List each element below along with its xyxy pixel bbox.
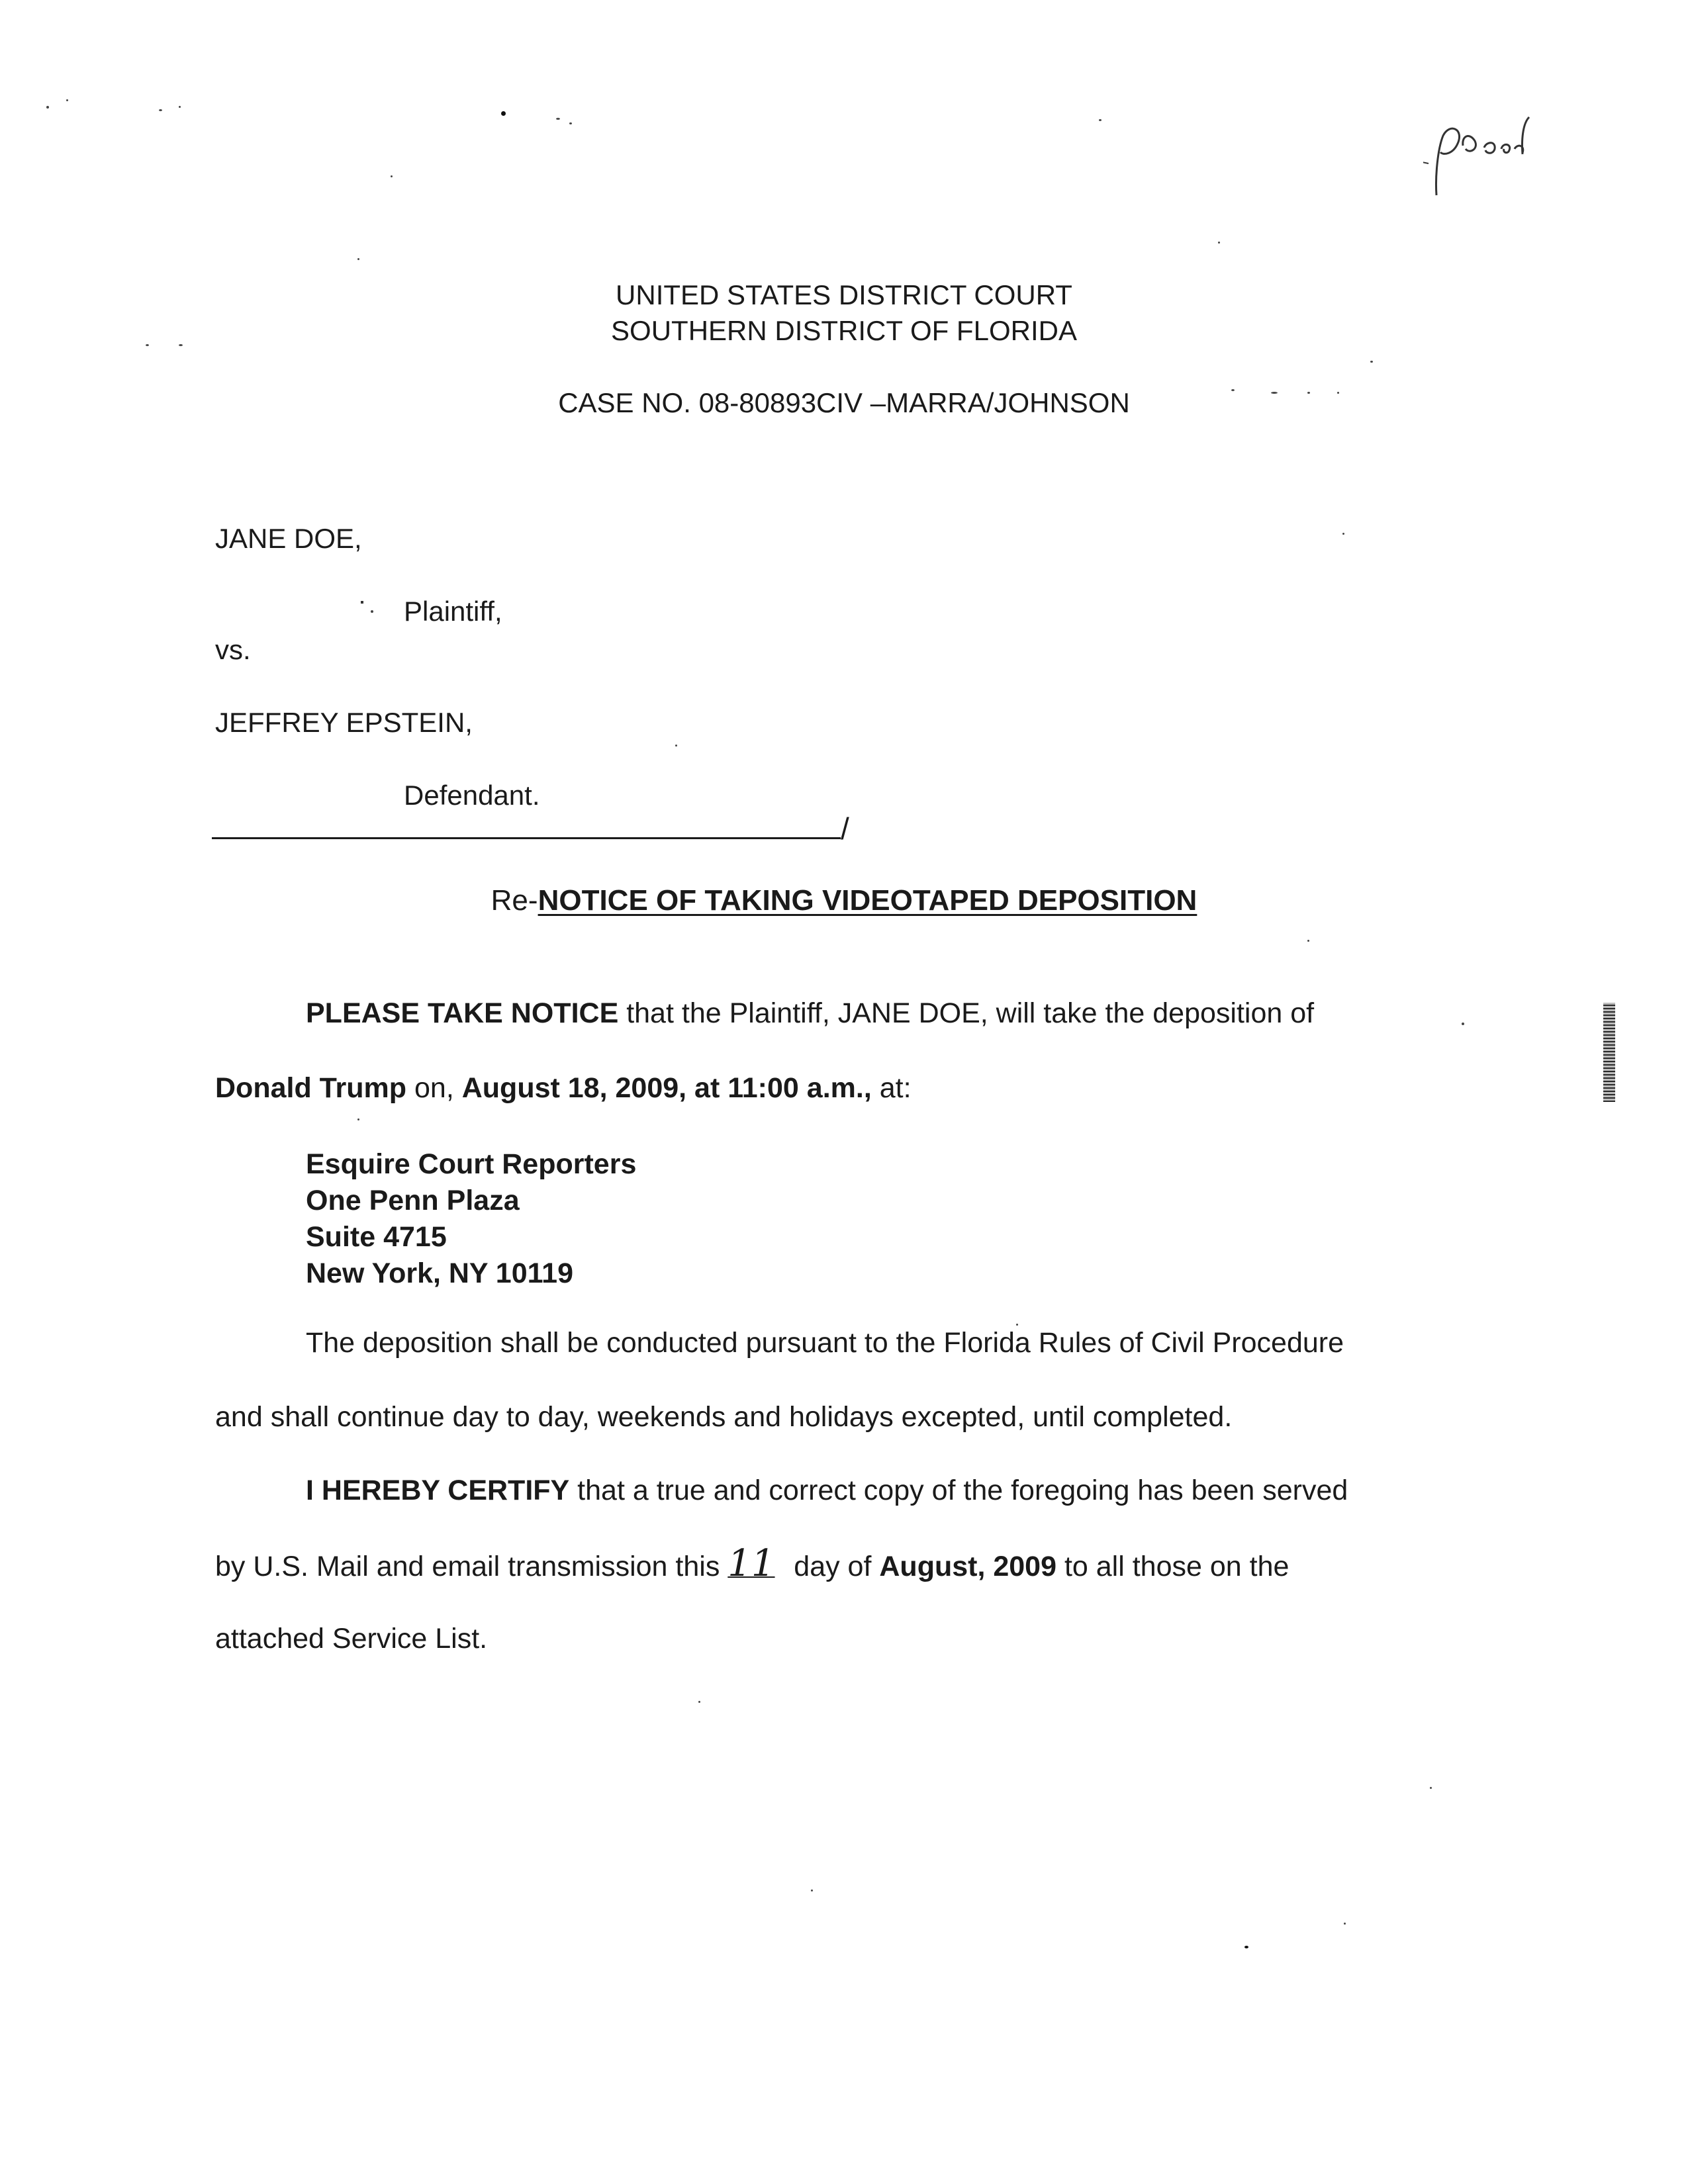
scan-speck — [1307, 940, 1309, 942]
notice-lead: PLEASE TAKE NOTICE — [306, 997, 619, 1029]
scan-speck — [66, 99, 68, 101]
deposition-datetime: August 18, 2009, at 11:00 a.m., — [461, 1072, 872, 1104]
conduct-line1: The deposition shall be conducted pursuant to the Florida Rules of Civil Procedure — [306, 1327, 1344, 1359]
scan-speck — [675, 745, 677, 747]
versus-label: vs. — [215, 634, 251, 665]
certificate-line1 — [306, 1475, 1348, 1507]
scan-speck — [371, 610, 373, 613]
notice-line2 — [215, 1072, 912, 1105]
certificate-line1-text: that a true and correct copy of the foregoing has been served — [569, 1475, 1348, 1506]
scan-speck — [1016, 1324, 1018, 1326]
address-line3: Suite 4715 — [306, 1221, 447, 1253]
notice-at-text: at: — [871, 1072, 912, 1104]
address-line4: New York, NY 10119 — [306, 1257, 573, 1289]
scan-speck — [501, 111, 506, 116]
deponent-name: Donald Trump — [215, 1072, 407, 1104]
address-line2: One Penn Plaza — [306, 1185, 520, 1216]
scan-speck — [1370, 361, 1373, 363]
plaintiff-role: Plaintiff, — [404, 596, 502, 627]
court-name-line1: UNITED STATES DISTRICT COURT — [616, 279, 1072, 310]
plaintiff-name: JANE DOE, — [215, 523, 362, 554]
certificate-line3: attached Service List. — [215, 1623, 488, 1655]
scan-margin-mark — [1603, 1003, 1615, 1102]
scan-speck — [1342, 533, 1344, 535]
handwritten-annotation — [1423, 116, 1575, 215]
notice-on-text: on, — [406, 1072, 462, 1104]
defendant-role: Defendant. — [404, 780, 540, 811]
scan-speck — [391, 175, 393, 177]
scan-speck — [1218, 242, 1220, 244]
scan-speck — [1462, 1023, 1464, 1025]
handwritten-day: 11 — [727, 1542, 775, 1585]
scan-speck — [698, 1701, 700, 1703]
scan-speck — [811, 1889, 813, 1891]
scan-speck — [556, 118, 560, 120]
scan-speck — [159, 109, 162, 111]
scan-speck — [357, 1118, 359, 1120]
scan-speck — [569, 122, 572, 124]
scan-speck — [361, 601, 363, 604]
scan-speck — [1344, 1923, 1346, 1925]
certificate-month-year: August, 2009 — [879, 1551, 1057, 1582]
certificate-line2-start: by U.S. Mail and email transmission this — [215, 1551, 728, 1582]
address-line1: Esquire Court Reporters — [306, 1148, 637, 1180]
scan-speck — [179, 106, 181, 108]
defendant-name: JEFFREY EPSTEIN, — [215, 707, 473, 738]
conduct-line2: and shall continue day to day, weekends and holidays excepted, until completed. — [215, 1401, 1233, 1433]
notice-line1 — [306, 997, 1314, 1030]
certificate-line2-day: day of — [794, 1551, 880, 1582]
notice-lead-text: that the Plaintiff, JANE DOE, will take the deposition of — [618, 997, 1315, 1029]
title-prefix: Re- — [491, 884, 538, 917]
scan-speck — [357, 258, 359, 260]
caption-slash: / — [841, 811, 849, 846]
certificate-lead: I HEREBY CERTIFY — [306, 1475, 570, 1506]
document-title — [0, 884, 1688, 917]
court-name-line2: SOUTHERN DISTRICT OF FLORIDA — [611, 315, 1077, 346]
title-main: NOTICE OF TAKING VIDEOTAPED DEPOSITION — [538, 884, 1197, 917]
caption-rule — [212, 837, 841, 839]
scan-speck — [1244, 1946, 1248, 1948]
case-number: CASE NO. 08-80893CIV –MARRA/JOHNSON — [558, 387, 1130, 418]
scan-speck — [46, 106, 49, 109]
certificate-line2-end: to all those on the — [1056, 1551, 1289, 1582]
certificate-line2 — [215, 1542, 1289, 1585]
scan-speck — [1099, 119, 1102, 121]
scan-speck — [1430, 1787, 1432, 1789]
